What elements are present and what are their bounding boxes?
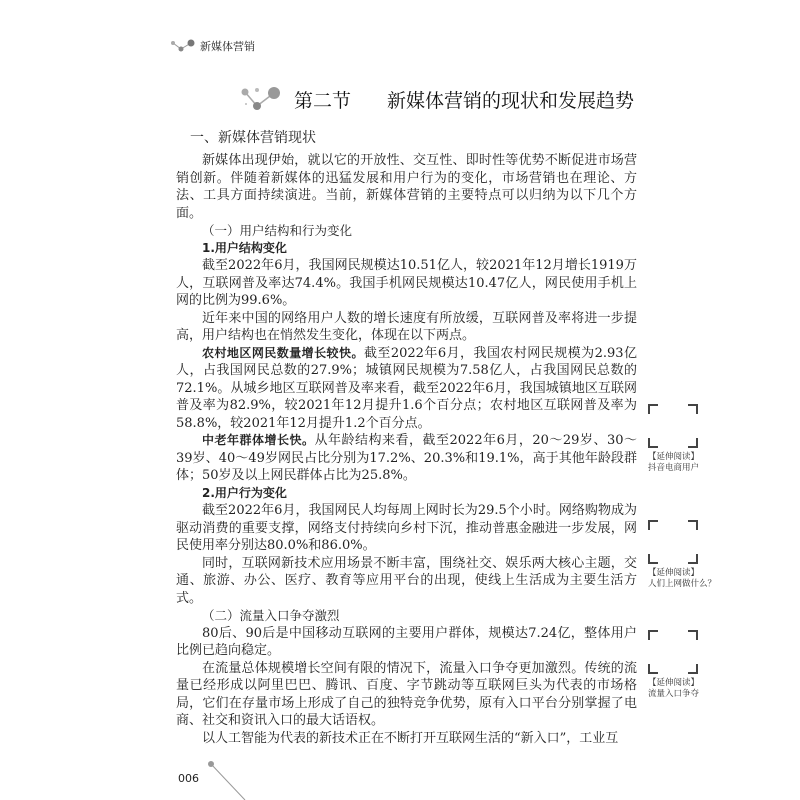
section-number: 第二节 xyxy=(294,89,352,112)
paragraph: 在流量总体规模增长空间有限的情况下，流量入口争夺更加激烈。传统的流量已经形成以阿里巴巴、腾讯、百度、字节跳动等互联网巨头为代表的市场格局，它们在存量市场上形成了自己的独特竞争优势，原有入口平台分别掌握了电商、社交和资讯入口的最大话语权。 xyxy=(176,660,637,728)
subheading-user-structure: （一）用户结构和行为变化 xyxy=(202,223,353,238)
heading-user-structure-change: 1.用户结构变化 xyxy=(202,240,287,255)
decorative-line-icon xyxy=(205,760,255,800)
running-header xyxy=(170,38,255,54)
paragraph-text: 从年龄结构来看，截至2022年6月，20～29岁、30～39岁、40～49岁网民占比分别为17.2%、20.3%和19.1%，高于其他年龄段群体；50岁及以上网民群体占比为25.8%。 xyxy=(176,433,637,483)
running-title: 新媒体营销 xyxy=(200,40,255,53)
subheading-traffic-entry: （二）流量入口争夺激烈 xyxy=(202,608,340,623)
bold-lead: 中老年群体增长快。 xyxy=(202,433,315,447)
body-text xyxy=(176,128,637,747)
side-note-text: 人们上网做什么？ xyxy=(648,579,717,589)
side-note-qr-1[interactable] xyxy=(648,404,724,474)
paragraph: 80后、90后是中国移动互联网的主要用户群体，规模达7.24亿，整体用户比例已趋向稳定。 xyxy=(176,625,637,658)
paragraph: 近年来中国的网络用户人数的增长速度有所放缓，互联网普及率将进一步提高，用户结构也在悄然发生变化，体现在以下两点。 xyxy=(176,310,637,343)
paragraph: 以人工智能为代表的新技术正在不断打开互联网生活的“新入口”，工业互 xyxy=(202,730,619,746)
paragraph-rural xyxy=(176,345,637,433)
heading-1: 一、新媒体营销现状 xyxy=(190,130,316,146)
side-note-label: 【延伸阅读】 xyxy=(648,678,700,688)
side-note-text: 流量入口争夺 xyxy=(648,689,700,699)
side-note-qr-2[interactable] xyxy=(648,520,724,590)
paragraph: 截至2022年6月，我国网民规模达10.51亿人，较2021年12月增长1919万人，互联网普及率达74.4%。我国手机网民规模达10.47亿人，网民使用手机上网的比例为99.6%。 xyxy=(176,258,637,308)
page-number: 006 xyxy=(178,772,199,785)
paragraph: 同时，互联网新技术应用场景不断丰富，围绕社交、娱乐两大核心主题，交通、旅游、办公、医疗、教育等应用平台的出现，使线上生活成为主要生活方式。 xyxy=(176,555,637,606)
bold-lead: 农村地区网民数量增长较快。 xyxy=(202,345,364,360)
side-note-label: 【延伸阅读】 xyxy=(648,452,700,462)
intro-paragraph: 新媒体出现伊始，就以它的开放性、交互性、即时性等优势不断促进市场营销创新。伴随着新媒体的迅猛发展和用户行为的变化，市场营销也在理论、方法、工具方面持续演进。当前，新媒体营销的主要特点可以归纳为以下几个方面。 xyxy=(176,153,637,221)
heading-user-behavior-change: 2.用户行为变化 xyxy=(202,485,287,500)
paragraph-elderly xyxy=(176,432,637,485)
paragraph: 截至2022年6月，我国网民人均每周上网时长为29.5个小时。网络购物成为驱动消费的重要支撑，网络支付持续向乡村下沉，推动普惠金融进一步发展，网民使用率分别达80.0%和86.0%。 xyxy=(176,503,637,553)
qr-code-icon[interactable] xyxy=(648,630,698,674)
side-note-qr-3[interactable] xyxy=(648,630,724,700)
section-name: 新媒体营销的现状和发展趋势 xyxy=(387,89,635,112)
molecule-title-icon xyxy=(240,84,284,114)
qr-code-icon[interactable] xyxy=(648,404,698,448)
side-note-label: 【延伸阅读】 xyxy=(648,568,700,578)
qr-code-icon[interactable] xyxy=(648,520,698,564)
section-title xyxy=(240,84,634,114)
paragraph-text: 截至2022年6月，我国农村网民规模为2.93亿人，占我国网民总数的27.9%；城镇网民规模为7.58亿人，占我国网民总数的72.1%。从城乡地区互联网普及率来看，截至2022年6月，我国城镇地区互联网普及率为82.9%，较2021年12月提升1.6个百分点；农村地区互联网普及率为58.8%，较2021年12月提升1.2个百分点。 xyxy=(176,345,637,431)
side-note-text: 抖音电商用户 xyxy=(648,463,700,473)
molecule-logo-icon xyxy=(170,39,196,53)
